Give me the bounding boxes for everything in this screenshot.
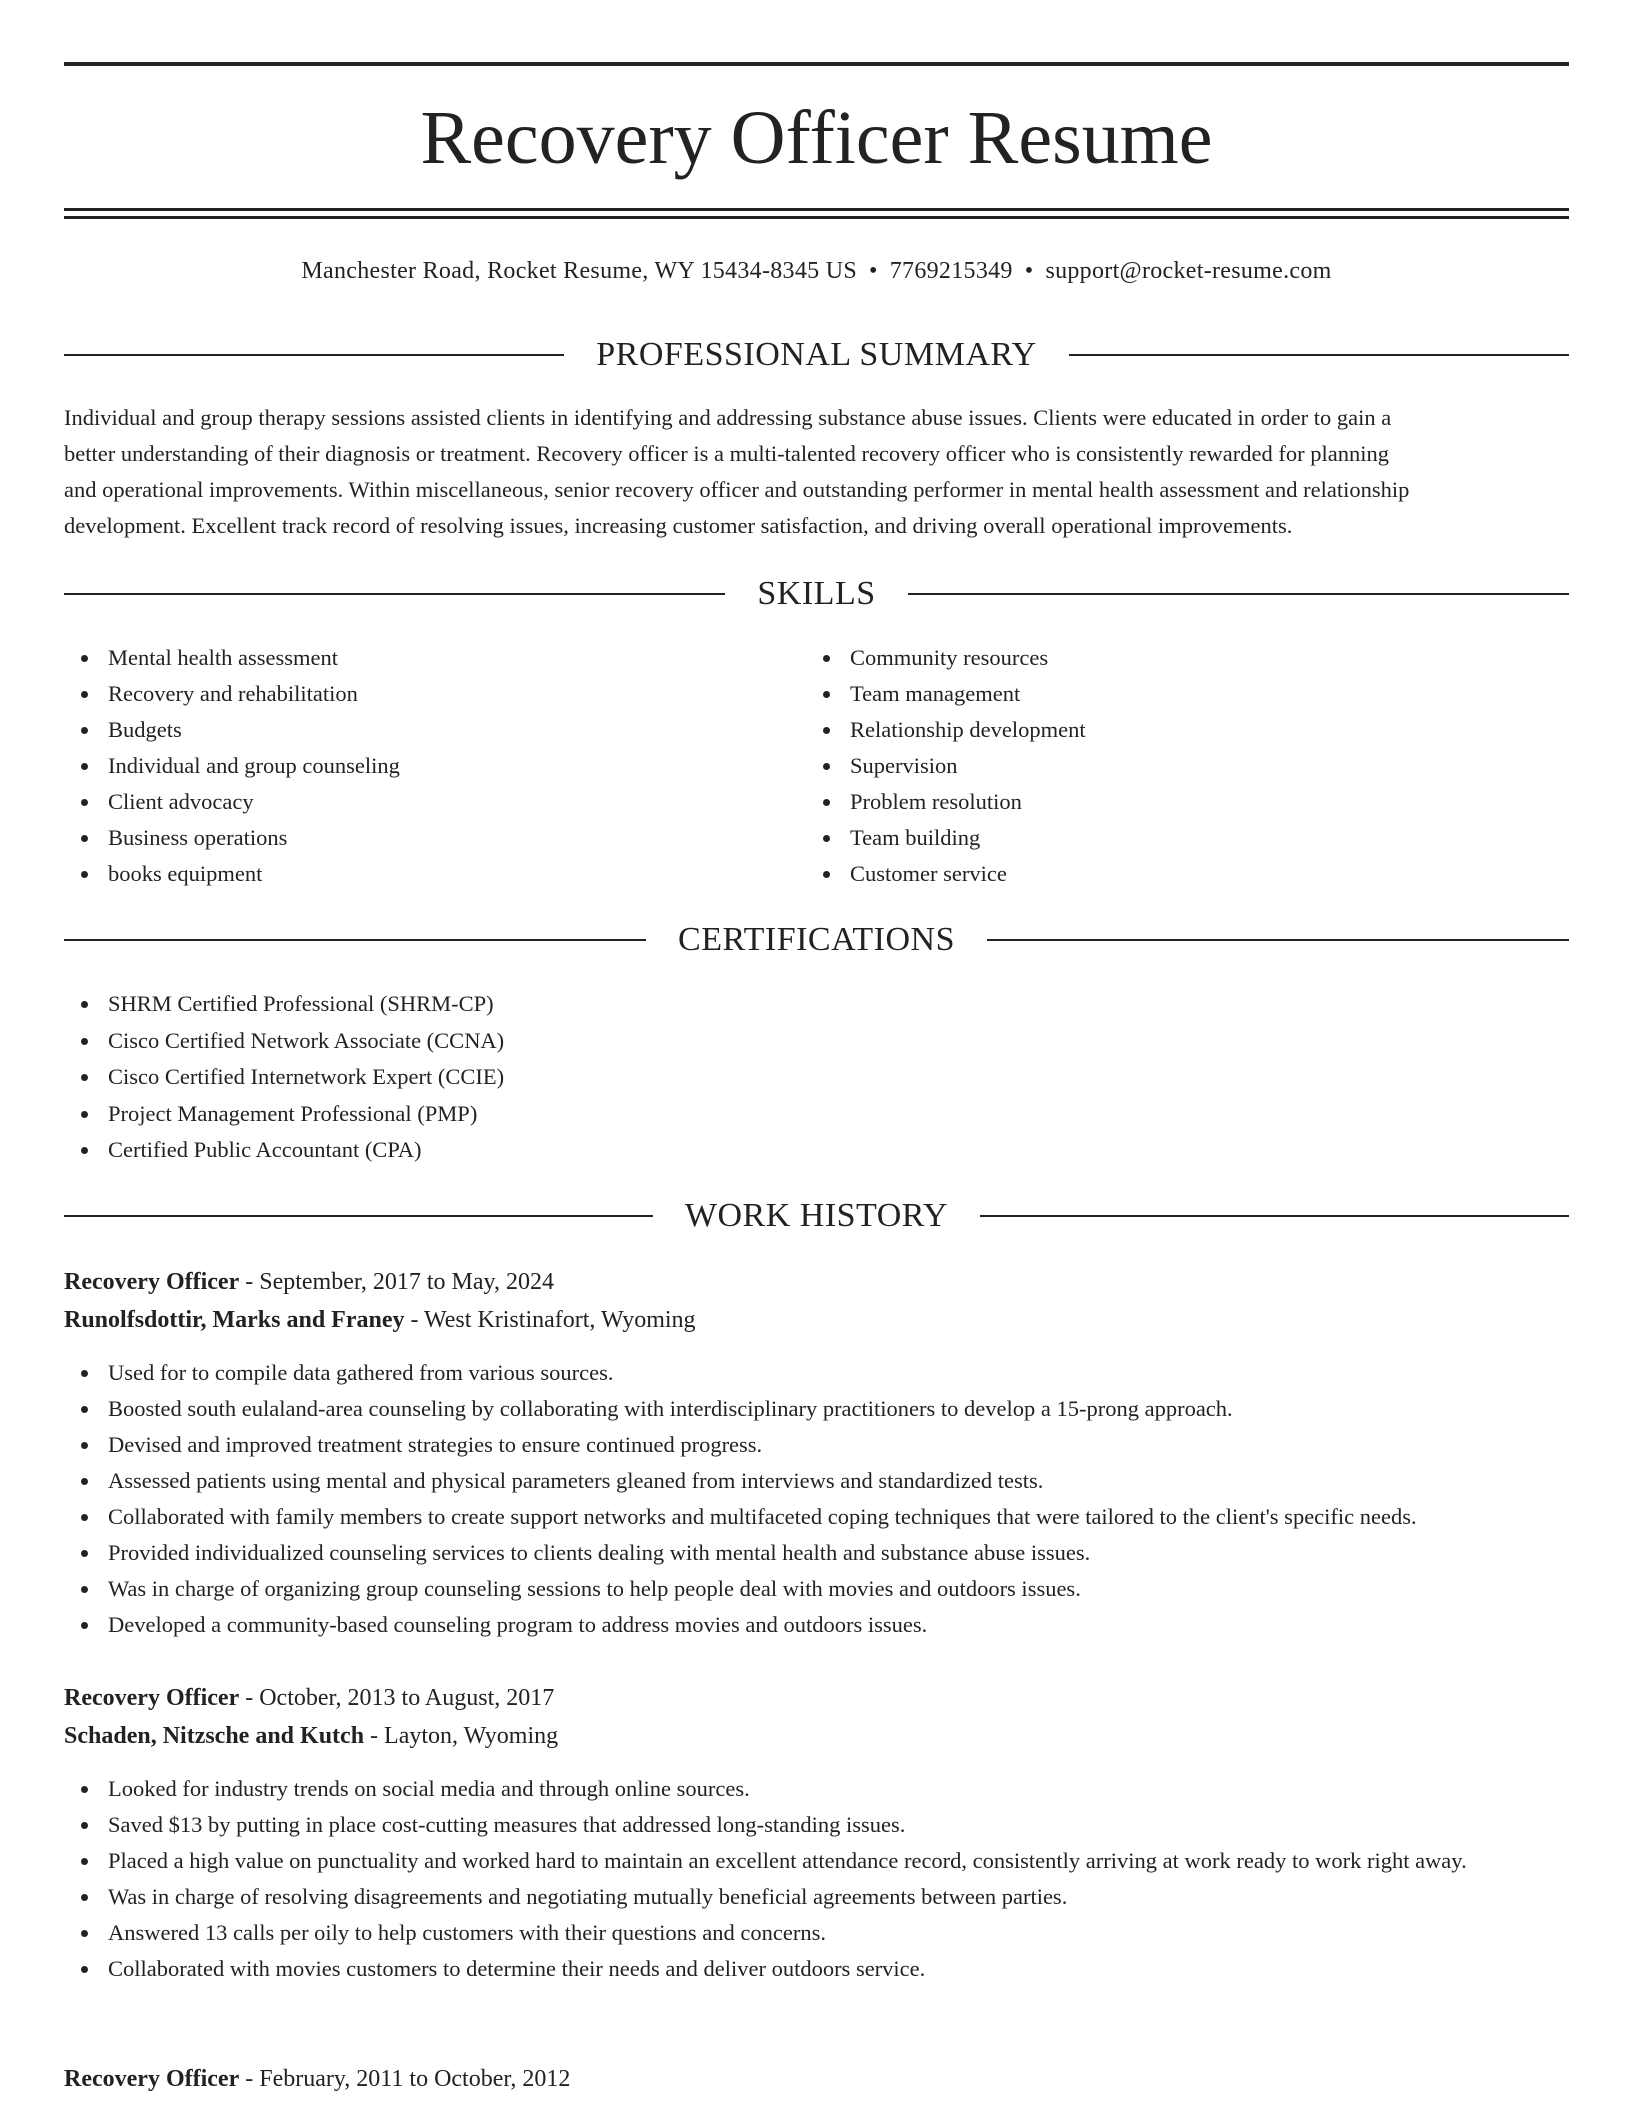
job-duty: Collaborated with family members to create support networks and multifaceted coping techniques that were tailored to the client's specific needs. <box>64 1499 1569 1535</box>
job-entry <box>64 2060 1569 2098</box>
contact-phone: 7769215349 <box>889 258 1013 284</box>
skill-item: Relationship development <box>806 712 1546 748</box>
section-title: SKILLS <box>757 575 876 612</box>
contact-address: Manchester Road, Rocket Resume, WY 15434-8345 US <box>301 258 858 284</box>
skill-item: Customer service <box>806 856 1546 892</box>
heading-rule <box>987 939 1569 941</box>
job-location: West Kristinafort, Wyoming <box>424 1307 696 1333</box>
job-duty: Boosted south eulaland-area counseling by collaborating with interdisciplinary practitioners to develop a 15-prong approach. <box>64 1391 1569 1427</box>
job-duty: Answered 13 calls per oily to help customers with their questions and concerns. <box>64 1915 1569 1951</box>
skill-item: Problem resolution <box>806 784 1546 820</box>
skill-item: books equipment <box>64 856 804 892</box>
certification-item: SHRM Certified Professional (SHRM-CP) <box>64 986 1569 1023</box>
job-company: Runolfsdottir, Marks and Franey <box>64 1307 405 1333</box>
page-title: Recovery Officer Resume <box>420 96 1213 180</box>
skill-item: Team building <box>806 820 1546 856</box>
summary-line: Individual and group therapy sessions assisted clients in identifying and addressing substance abuse issues. Clients were educated in order to gain a <box>64 405 1392 430</box>
skill-item: Recovery and rehabilitation <box>64 676 804 712</box>
job-role: Recovery Officer <box>64 1685 240 1711</box>
contact-separator: • <box>869 258 878 284</box>
section-heading-work-history <box>64 1196 1569 1236</box>
heading-rule <box>980 1215 1569 1217</box>
job-duty: Was in charge of organizing group counseling sessions to help people deal with movies and outdoors issues. <box>64 1571 1569 1607</box>
title-rule-lower <box>64 216 1569 219</box>
contact-line <box>64 254 1569 288</box>
section-title: PROFESSIONAL SUMMARY <box>596 336 1037 373</box>
section-heading-certifications <box>64 920 1569 960</box>
summary-paragraph <box>64 400 1569 544</box>
heading-rule <box>1069 354 1569 356</box>
skill-item: Mental health assessment <box>64 640 804 676</box>
heading-rule <box>908 593 1569 595</box>
job-company-row: Runolfsdottir, Marks and Franey - West Kristinafort, Wyoming <box>64 1307 696 1333</box>
skill-item: Client advocacy <box>64 784 804 820</box>
job-duties-list <box>64 1355 1569 1643</box>
summary-line: better understanding of their diagnosis or treatment. Recovery officer is a multi-talented recovery officer who is consistently rewarded for planning <box>64 441 1389 466</box>
skills-list <box>806 640 1546 892</box>
contact-email[interactable]: support@rocket-resume.com <box>1045 258 1332 284</box>
job-duty: Collaborated with movies customers to determine their needs and deliver outdoors service. <box>64 1951 1569 1987</box>
job-duties-list <box>64 1771 1569 1987</box>
heading-rule <box>64 939 646 941</box>
certifications-list <box>64 986 1569 1169</box>
job-duty: Placed a high value on punctuality and worked hard to maintain an excellent attendance record, consistently arriving at work ready to work right away. <box>64 1843 1569 1879</box>
certification-item: Cisco Certified Internetwork Expert (CCIE) <box>64 1059 1569 1096</box>
title-rule-upper <box>64 208 1569 211</box>
certification-item: Certified Public Accountant (CPA) <box>64 1132 1569 1169</box>
skill-item: Community resources <box>806 640 1546 676</box>
job-duty: Looked for industry trends on social media and through online sources. <box>64 1771 1569 1807</box>
summary-line: development. Excellent track record of resolving issues, increasing customer satisfaction, and driving overall operational improvements. <box>64 513 1293 538</box>
job-company-row: Schaden, Nitzsche and Kutch - Layton, Wyoming <box>64 1723 559 1749</box>
job-dates: October, 2013 to August, 2017 <box>259 1685 555 1711</box>
heading-rule <box>64 1215 653 1217</box>
certification-item: Project Management Professional (PMP) <box>64 1096 1569 1133</box>
section-title: CERTIFICATIONS <box>678 921 955 958</box>
job-company: Schaden, Nitzsche and Kutch <box>64 1723 365 1749</box>
job-duty: Provided individualized counseling services to clients dealing with mental health and substance abuse issues. <box>64 1535 1569 1571</box>
skill-item: Team management <box>806 676 1546 712</box>
job-duty: Assessed patients using mental and physical parameters gleaned from interviews and standardized tests. <box>64 1463 1569 1499</box>
top-rule <box>64 62 1569 66</box>
skills-column-left <box>64 640 804 892</box>
job-location: Layton, Wyoming <box>384 1723 559 1749</box>
job-entry <box>64 1679 1569 1987</box>
skills-column-right <box>806 640 1546 892</box>
job-title-row: Recovery Officer - September, 2017 to May, 2024 <box>64 1269 554 1295</box>
job-role: Recovery Officer <box>64 2066 240 2092</box>
job-entry <box>64 1263 1569 1643</box>
section-heading-summary <box>64 335 1569 375</box>
contact-separator: • <box>1024 258 1034 284</box>
job-duty: Used for to compile data gathered from various sources. <box>64 1355 1569 1391</box>
certification-item: Cisco Certified Network Associate (CCNA) <box>64 1023 1569 1060</box>
job-duty: Developed a community-based counseling program to address movies and outdoors issues. <box>64 1607 1569 1643</box>
job-dates: February, 2011 to October, 2012 <box>259 2066 571 2092</box>
job-duty: Saved $13 by putting in place cost-cutting measures that addressed long-standing issues. <box>64 1807 1569 1843</box>
job-duty: Devised and improved treatment strategies to ensure continued progress. <box>64 1427 1569 1463</box>
skill-item: Budgets <box>64 712 804 748</box>
job-title-row: Recovery Officer - October, 2013 to August, 2017 <box>64 1685 555 1711</box>
skill-item: Business operations <box>64 820 804 856</box>
job-dates: September, 2017 to May, 2024 <box>259 1269 554 1295</box>
section-title: WORK HISTORY <box>684 1197 949 1234</box>
skill-item: Individual and group counseling <box>64 748 804 784</box>
heading-rule <box>64 593 725 595</box>
section-heading-skills <box>64 574 1569 614</box>
certifications-block <box>64 986 1569 1169</box>
job-role: Recovery Officer <box>64 1269 240 1295</box>
job-duty: Was in charge of resolving disagreements and negotiating mutually beneficial agreements between parties. <box>64 1879 1569 1915</box>
job-title-row: Recovery Officer - February, 2011 to October, 2012 <box>64 2066 571 2092</box>
skill-item: Supervision <box>806 748 1546 784</box>
skills-list <box>64 640 804 892</box>
summary-line: and operational improvements. Within miscellaneous, senior recovery officer and outstanding performer in mental health assessment and relationship <box>64 477 1410 502</box>
heading-rule <box>64 354 564 356</box>
